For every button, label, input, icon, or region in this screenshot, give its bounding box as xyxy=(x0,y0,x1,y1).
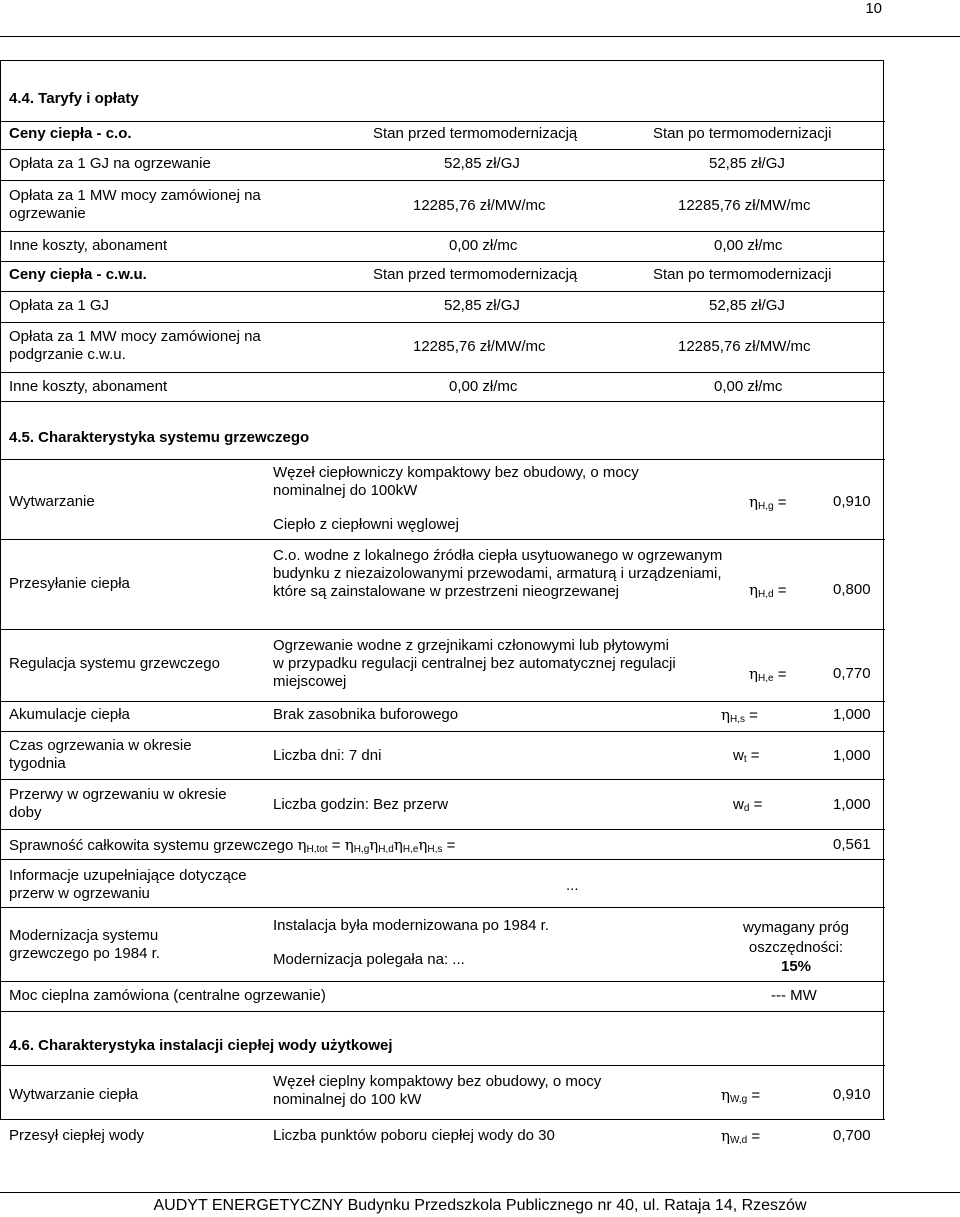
rule xyxy=(1,1065,885,1066)
eta-subscript: H,s xyxy=(730,714,745,725)
cwu-row-before: 0,00 zł/mc xyxy=(449,378,518,395)
co-row-label: Inne koszty, abonament xyxy=(9,237,168,254)
co-row-after: 0,00 zł/mc xyxy=(714,237,783,254)
eta-symbol: η xyxy=(749,493,758,511)
rule xyxy=(1,231,885,232)
eta-symbol: η xyxy=(721,1086,730,1104)
cwu-row-label: Opłata za 1 GJ xyxy=(9,297,110,314)
rule xyxy=(1,401,885,402)
dhw-gen-label: Wytwarzanie ciepła xyxy=(9,1086,139,1103)
co-row-before: 0,00 zł/mc xyxy=(449,237,518,254)
section-4-5-title: 4.5. Charakterystyka systemu grzewczego xyxy=(9,429,310,446)
rule xyxy=(1,1011,885,1012)
rule xyxy=(1,121,885,122)
eta-hg xyxy=(749,493,787,512)
regulation-label: Regulacja systemu grzewczego xyxy=(9,655,220,672)
rule xyxy=(1,149,885,150)
dhw-dist-desc: Liczba punktów poboru ciepłej wody do 30 xyxy=(273,1127,555,1144)
w-symbol: w xyxy=(733,796,744,813)
eta-subscript: H,e xyxy=(758,673,774,684)
heating-breaks-label: Przerwy w ogrzewaniu w okresie doby xyxy=(9,786,227,821)
heating-breaks-value: 1,000 xyxy=(833,796,871,813)
heat-dist-label: Przesyłanie ciepła xyxy=(9,575,130,592)
rule xyxy=(1,180,885,181)
rule xyxy=(1,731,885,732)
w-subscript: t xyxy=(743,754,747,765)
cwu-row-before: 52,85 zł/GJ xyxy=(444,297,520,314)
rule xyxy=(1,629,885,630)
page-number: 10 xyxy=(865,0,882,17)
cwu-col-before: Stan przed termomodernizacją xyxy=(373,266,578,283)
rule xyxy=(1,829,885,830)
cwu-col-after: Stan po termomodernizacji xyxy=(653,266,832,283)
w-subscript: d xyxy=(743,803,750,814)
eta-subscript: W,d xyxy=(730,1135,748,1146)
eta-subscript: H,g xyxy=(758,501,774,512)
co-row-before: 52,85 zł/GJ xyxy=(444,155,520,172)
cwu-row-label: Inne koszty, abonament xyxy=(9,378,168,395)
modernization-line2: Modernizacja polegała na: ... xyxy=(273,951,465,968)
modernization-line1: Instalacja była modernizowana po 1984 r. xyxy=(273,917,550,934)
equals-sign: = xyxy=(749,707,758,724)
break-info-label: Informacje uzupełniające dotyczące przerw w ogrzewaniu xyxy=(9,867,247,902)
equals-sign: = xyxy=(777,666,787,683)
co-row-after: 52,85 zł/GJ xyxy=(709,155,785,172)
section-4-4-title: 4.4. Taryfy i opłaty xyxy=(9,90,139,107)
eta-hd xyxy=(749,581,787,600)
dhw-dist-value: 0,700 xyxy=(833,1127,871,1144)
heat-dist-value: 0,800 xyxy=(833,581,871,598)
accumulation-value: 1,000 xyxy=(833,706,871,723)
rule xyxy=(1,261,885,262)
heating-time-value: 1,000 xyxy=(833,747,871,764)
eta-symbol: η xyxy=(721,706,730,724)
cwu-row-label: Opłata za 1 MW mocy zamówionej na podgrzanie c.w.u. xyxy=(9,328,261,363)
eta-subscript: H,d xyxy=(758,589,774,600)
eta-symbol: η xyxy=(393,836,403,854)
co-row-label: Opłata za 1 GJ na ogrzewanie xyxy=(9,155,211,172)
rule xyxy=(1,1119,885,1120)
eta-symbol: η xyxy=(297,836,307,854)
co-col-after: Stan po termomodernizacji xyxy=(653,125,832,142)
break-info-value: ... xyxy=(566,877,579,894)
cwu-row-after: 52,85 zł/GJ xyxy=(709,297,785,314)
section-4-6-title: 4.6. Charakterystyka instalacji ciepłej wody użytkowej xyxy=(9,1037,393,1054)
rule xyxy=(1,907,885,908)
eta-subscript: H,tot xyxy=(306,844,328,855)
eta-symbol: η xyxy=(369,836,379,854)
cwu-row-before: 12285,76 zł/MW/mc xyxy=(413,338,546,355)
rule xyxy=(1,981,885,982)
eta-symbol: η xyxy=(418,836,428,854)
regulation-desc: Ogrzewanie wodne z grzejnikami członowymi lub płytowymi w przypadku regulacji centralnej bez automatycznej regulacji miejscowej xyxy=(273,637,676,690)
eta-he xyxy=(749,665,787,684)
co-heading: Ceny ciepła - c.o. xyxy=(9,125,132,142)
ordered-power-value: --- MW xyxy=(771,987,817,1004)
eta-wd xyxy=(721,1127,760,1146)
w-symbol: w xyxy=(733,747,744,764)
rule xyxy=(1,372,885,373)
heat-gen-label: Wytwarzanie xyxy=(9,493,95,510)
savings-threshold-label: wymagany próg oszczędności: xyxy=(743,919,849,956)
eta-symbol: η xyxy=(749,581,758,599)
rule xyxy=(1,779,885,780)
heating-time-desc: Liczba dni: 7 dni xyxy=(273,747,382,764)
equals-sign: = xyxy=(446,837,456,854)
eta-symbol: η xyxy=(749,665,758,683)
total-efficiency-formula xyxy=(9,836,455,855)
rule xyxy=(1,859,885,860)
footer-rule xyxy=(0,1192,960,1193)
wt-symbol xyxy=(733,747,760,765)
page-footer: AUDYT ENERGETYCZNY Budynku Przedszkola Publicznego nr 40, ul. Rataja 14, Rzeszów xyxy=(153,1197,807,1214)
accumulation-label: Akumulacje ciepła xyxy=(9,706,130,723)
eta-subscript: H,s xyxy=(427,844,443,855)
header-rule xyxy=(0,36,960,37)
total-efficiency-value: 0,561 xyxy=(833,836,871,853)
rule xyxy=(1,322,885,323)
accumulation-desc: Brak zasobnika buforowego xyxy=(273,706,459,723)
rule xyxy=(1,291,885,292)
heating-breaks-desc: Liczba godzin: Bez przerw xyxy=(273,796,449,813)
cwu-row-after: 12285,76 zł/MW/mc xyxy=(678,338,811,355)
ordered-power-label: Moc cieplna zamówiona (centralne ogrzewanie) xyxy=(9,987,326,1004)
eta-wg xyxy=(721,1086,760,1105)
co-row-label: Opłata za 1 MW mocy zamówionej na ogrzewanie xyxy=(9,187,261,222)
savings-threshold-value: 15% xyxy=(780,958,812,975)
cwu-row-after: 0,00 zł/mc xyxy=(714,378,783,395)
heating-time-label: Czas ogrzewania w okresie tygodnia xyxy=(9,737,192,772)
eta-subscript: W,g xyxy=(730,1094,748,1105)
heat-gen-desc2: Ciepło z ciepłowni węglowej xyxy=(273,516,459,533)
cwu-heading: Ceny ciepła - c.w.u. xyxy=(9,266,147,283)
rule xyxy=(1,701,885,702)
co-row-before: 12285,76 zł/MW/mc xyxy=(413,197,546,214)
rule xyxy=(1,539,885,540)
eta-hs xyxy=(721,706,758,725)
equals-sign: = xyxy=(751,1128,761,1145)
equals-sign: = xyxy=(750,747,760,764)
dhw-gen-desc: Węzeł cieplny kompaktowy bez obudowy, o mocy nominalnej do 100 kW xyxy=(273,1073,602,1108)
heat-gen-desc: Węzeł ciepłowniczy kompaktowy bez obudowy, o mocy nominalnej do 100kW xyxy=(273,464,639,499)
wd-symbol xyxy=(733,796,762,814)
total-efficiency-label: Sprawność całkowita systemu grzewczego xyxy=(9,837,294,854)
eta-subscript: H,e xyxy=(402,844,419,855)
eta-subscript: H,g xyxy=(353,844,370,855)
equals-sign: = xyxy=(751,1087,761,1104)
eta-symbol: η xyxy=(721,1127,730,1145)
heat-dist-desc: C.o. wodne z lokalnego źródła ciepła usytuowanego w ogrzewanym budynku z niezaizolowanymi przewodami, armaturą i urządzeniami, które są zainstalowane w przestrzeni nieogrzewanej xyxy=(273,547,723,600)
eta-subscript: H,d xyxy=(378,844,394,855)
rule xyxy=(1,459,885,460)
equals-sign: = xyxy=(753,796,763,813)
heat-gen-value: 0,910 xyxy=(833,493,871,510)
content-frame xyxy=(0,60,884,1146)
regulation-value: 0,770 xyxy=(833,665,871,682)
dhw-gen-value: 0,910 xyxy=(833,1086,871,1103)
eta-symbol: η xyxy=(344,836,354,854)
co-row-after: 12285,76 zł/MW/mc xyxy=(678,197,811,214)
equals-sign: = xyxy=(331,837,341,854)
equals-sign: = xyxy=(777,494,787,511)
equals-sign: = xyxy=(777,582,787,599)
co-col-before: Stan przed termomodernizacją xyxy=(373,125,578,142)
modernization-label: Modernizacja systemu grzewczego po 1984 r. xyxy=(9,927,160,962)
dhw-dist-label: Przesył ciepłej wody xyxy=(9,1127,145,1144)
